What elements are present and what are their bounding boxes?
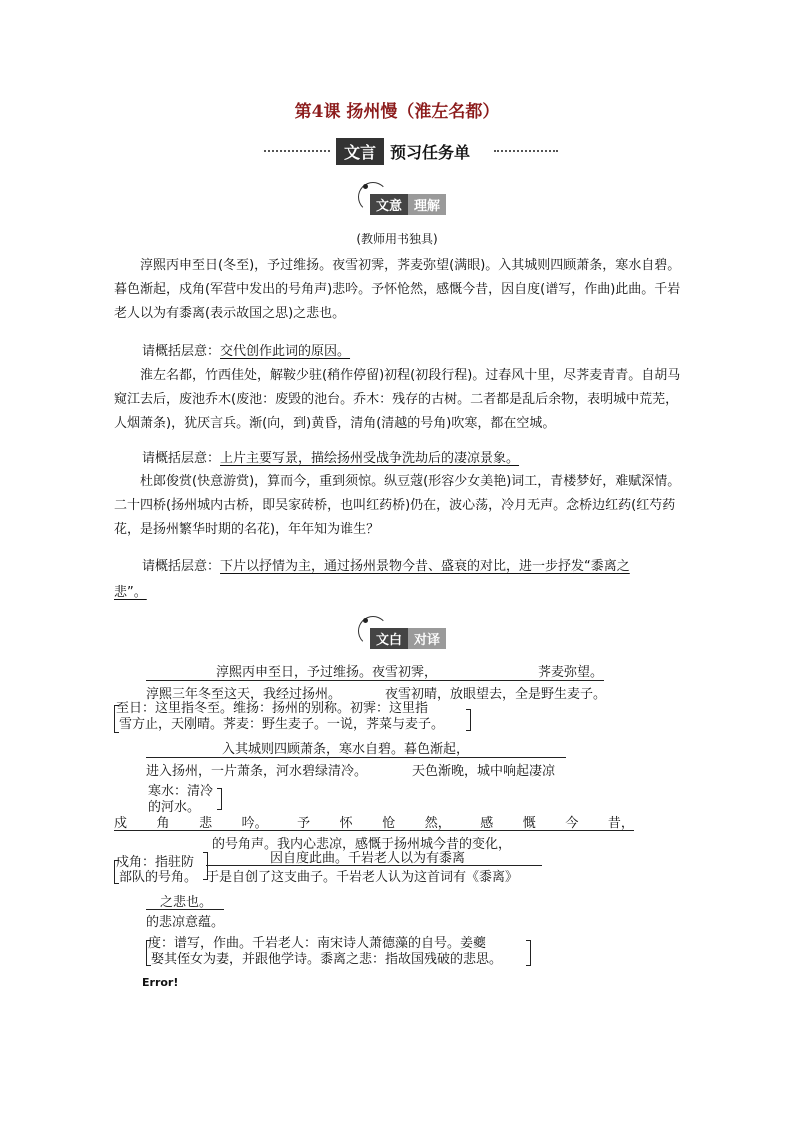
banner-right-dots [494,150,558,152]
separator [146,909,224,910]
note-3b: 部队的号角。 [119,870,198,885]
translation-line-5: 的悲凉意蕴。 [146,915,225,930]
note-1b: 雪方止，天刚晴。荠麦：野生麦子。一说，荠菜与麦子。 [119,717,445,732]
note-2b: 的河水。 [148,800,201,815]
note-bracket-right [466,709,471,731]
translation-line-2b: 天色渐晚，城中响起凄凉 [412,764,556,779]
banner-text: 预习任务单 [390,142,471,162]
note-4b: 娶其侄女为妻，并跟他学诗。黍离之悲：指故国残破的悲思。 [151,952,503,967]
answer-2: 上片主要写景，描绘扬州受战争洗劫后的凄凉景象。 [220,451,520,466]
answer-1: 交代创作此词的原因。 [220,344,351,359]
banner-left-dots [264,150,330,152]
question-3: 请概括层意：下片以抒情为主，通过扬州景物今昔、盛衰的对比，进一步抒发“黍离之 [142,559,630,574]
original-line-2: 入其城则四顾萧条，寒水自碧。暮色渐起， [222,742,470,757]
error-text: Error! [142,976,179,989]
translation-line-1b: 夜雪初晴，放眼望去，全是野生麦子。 [385,687,607,702]
answer-3: 下片以抒情为主，通过扬州景物今昔、盛衰的对比，进一步抒发“黍离之 [220,559,630,574]
note-4a: 度：谱写，作曲。千岩老人：南宋诗人萧德藻的自号。姜夔 [148,936,487,951]
note-2a: 寒水：清冷 [148,784,214,799]
paragraph-1: 淳熙丙申至日(冬至)，予过维扬。夜雪初霁，荠麦弥望(满眼)。入其城则四顾萧条，寒水自碧。暮色渐起，戍角(军营中发出的号角声)悲吟。予怀怆然，感慨今昔，因自度(谱写，作曲)此曲。千岩老人以为有黍离(表示故国之思)之悲也。 [114,258,681,321]
translation-line-2a: 进入扬州，一片萧条，河水碧绿清冷。 [146,764,368,779]
original-line-5: 之悲也。 [160,895,213,910]
note-bracket-right [217,788,222,810]
question-1: 请概括层意：交代创作此词的原因。 [142,344,351,359]
separator [146,680,604,681]
note-1a: 至日：这里指冬至。维扬：扬州的别称。初霁：这里指 [116,701,429,716]
original-line-3: 戍 角 悲 吟。 予 怀 怆 然， 感 慨 今 昔， [114,816,634,831]
paragraph-3: 杜郎俊赏(快意游赏)，算而今，重到须惊。纵豆蔻(形容少女美艳)词工，青楼梦好，难赋深情。二十四桥(扬州城内古桥，即吴家砖桥，也叫红药桥)仍在，波心荡，冷月无声。念桥边红药(红芍药花，是扬州繁华时期的名花)，年年知为谁生？ [114,474,681,537]
translation-line-1a: 淳熙三年冬至这天，我经过扬州。 [146,687,342,702]
original-line-1b: 荠麦弥望。 [538,665,604,680]
separator [114,830,634,831]
note-bracket-right [526,940,531,966]
page-title: 第4课 扬州慢（淮左名都） [294,102,500,122]
section-banner [336,139,470,163]
paragraph-2: 淮左名都，竹西佳处，解鞍少驻(稍作停留)初程(初段行程)。过春风十里，尽荠麦青青。自胡马窥江去后，废池乔木(废池：废毁的池台。乔木：残存的古树。二者都是乱后余物，表明城中荒芜，人烟萧条)，犹厌言兵。渐(向，到)黄昏，清角(清越的号角)吹寒，都在空城。 [114,368,681,431]
banner-box: 文言 [336,138,384,165]
note-3a: 戍角：指驻防 [116,855,195,870]
section-badge-understanding: 文意 理解 [370,194,446,215]
original-line-4: 因自度此曲。千岩老人以为有黍离 [270,851,466,866]
answer-3-cont: 悲”。 [114,585,147,600]
original-line-1a: 淳熙丙申至日，予过维扬。夜雪初霁， [216,665,438,680]
translation-line-4: 于是自创了这支曲子。千岩老人认为这首词有《黍离》 [206,870,519,885]
question-2: 请概括层意：上片主要写景，描绘扬州受战争洗劫后的凄凉景象。 [142,451,520,466]
translation-line-3: 的号角声。我内心悲凉，感慨于扬州城今昔的变化， [212,837,512,852]
separator [146,757,566,758]
badge-dot-icon [363,184,368,189]
note-bracket-left [114,860,119,884]
section-badge-translation: 文白 对译 [370,628,446,649]
teacher-note: (教师用书独具) [356,232,438,246]
badge-dot-icon [363,618,368,623]
